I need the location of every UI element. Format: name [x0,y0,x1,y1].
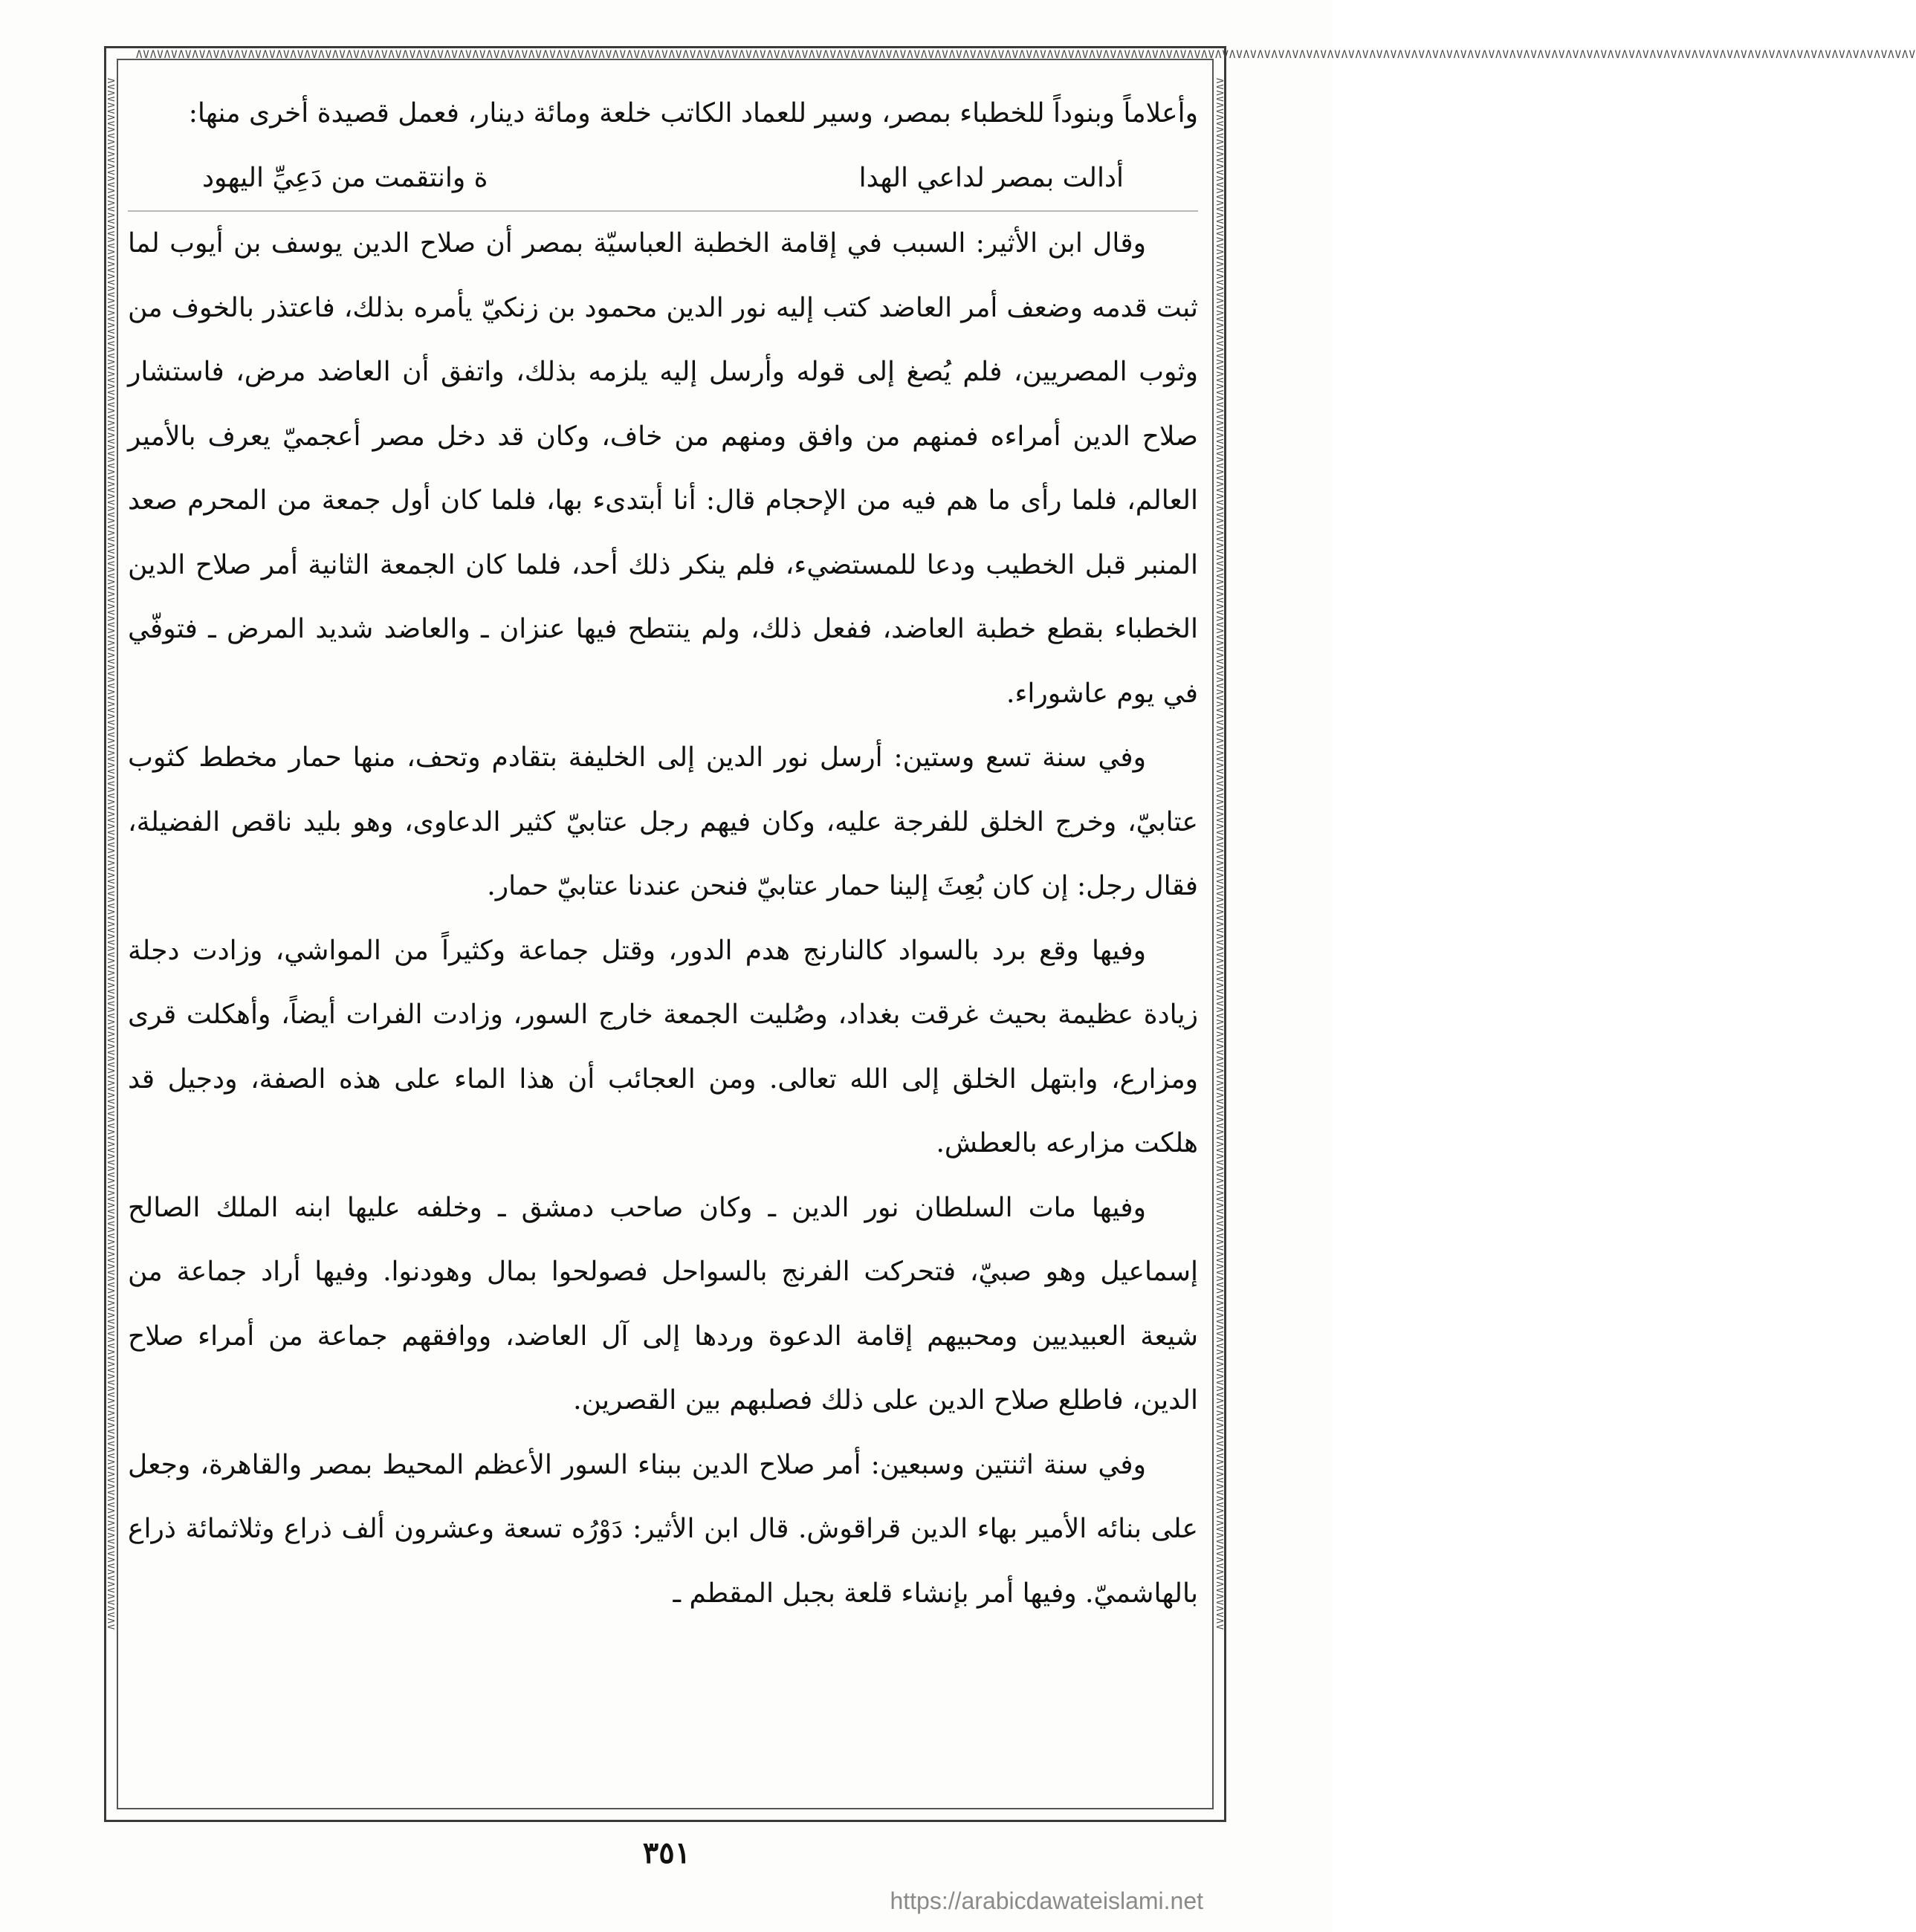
border-pattern-left: ΛVΛVΛVΛVΛVΛVΛVΛVΛVΛVΛVΛVΛVΛVΛVΛVΛVΛVΛVΛVΛVΛVΛVΛVΛVΛVΛVΛVΛVΛVΛVΛVΛVΛVΛVΛVΛVΛVΛVΛVΛVΛVΛVΛVΛVΛVΛVΛVΛVΛVΛVΛVΛVΛVΛVΛVΛVΛVΛVΛVΛVΛVΛVΛVΛVΛVΛVΛVΛVΛVΛVΛVΛVΛVΛVΛVΛVΛVΛVΛVΛVΛVΛVΛVΛVΛVΛVΛVΛVΛVΛVΛVΛVΛVΛVΛVΛVΛVΛVΛVΛVΛVΛVΛVΛVΛVΛVΛVΛVΛVΛVΛVΛVΛVΛVΛVΛVΛVΛVΛVΛVΛVΛVΛVΛVΛVΛV [106,78,116,1631]
page-number: ٣٥١ [642,1835,691,1870]
paragraph-intro: وأعلاماً وبنوداً للخطباء بمصر، وسير للعماد الكاتب خلعة ومائة دينار، فعمل قصيدة أخرى منها: [188,98,1198,129]
border-pattern-top: ΛVΛVΛVΛVΛVΛVΛVΛVΛVΛVΛVΛVΛVΛVΛVΛVΛVΛVΛVΛVΛVΛVΛVΛVΛVΛVΛVΛVΛVΛVΛVΛVΛVΛVΛVΛVΛVΛVΛVΛVΛVΛVΛVΛVΛVΛVΛVΛVΛVΛVΛVΛVΛVΛVΛVΛVΛVΛVΛVΛVΛVΛVΛVΛVΛVΛVΛVΛVΛVΛVΛVΛVΛVΛVΛVΛVΛVΛVΛVΛVΛVΛVΛVΛVΛVΛVΛVΛVΛVΛVΛVΛVΛVΛVΛVΛVΛVΛVΛVΛVΛVΛVΛVΛVΛVΛVΛVΛVΛVΛVΛVΛVΛVΛVΛVΛVΛVΛVΛVΛVΛVΛVΛVΛVΛVΛVΛV [136,49,1916,61]
paragraph-khutba: وقال ابن الأثير: السبب في إقامة الخطبة العباسيّة بمصر أن صلاح الدين يوسف بن أيوب لما ثبت قدمه وضعف أمر العاضد كتب إليه نور الدين محمود بن زنكيّ يأمره بذلك، فاعتذر بالخوف من وثوب المصريين، فلم يُصغ إلى قوله وأرسل إليه يلزمه بذلك، واتفق أن العاضد مرض، فاستشار صلاح الدين أمراءه فمنهم من وافق ومنهم من خاف، وكان قد دخل مصر أعجميّ يعرف بالأمير العالم، فلما رأى ما هم فيه من الإحجام قال: أنا أبتدىء بها، فلما كان أول جمعة من المحرم صعد المنبر قبل الخطيب ودعا للمستضيء، فلم ينكر ذلك أحد، فلما كان الجمعة الثانية أمر صلاح الدين الخطباء بقطع خطبة العاضد، ففعل ذلك، ولم ينتطح فيها عنزان ـ والعاضد شديد المرض ـ فتوفّي في يوم عاشوراء. [128,228,1198,709]
poem-verse [128,146,1198,211]
paragraph-nur-al-din-death: وفيها مات السلطان نور الدين ـ وكان صاحب دمشق ـ وخلفه عليها ابنه الملك الصالح إسماعيل وهو صبيّ، فتحركت الفرنج بالسواحل فصولحوا بمال وهودنوا. وفيها أراد جماعة من شيعة العبيديين ومحبيهم إقامة الدعوة وردها إلى آل العاضد، ووافقهم جماعة من أمراء صلاح الدين، فاطلع صلاح الدين على ذلك فصلبهم بين القصرين. [128,1192,1198,1416]
paragraph-hail-flood: وفيها وقع برد بالسواد كالنارنج هدم الدور، وقتل جماعة وكثيراً من المواشي، وزادت دجلة زيادة عظيمة بحيث غرقت بغداد، وصُليت الجمعة خارج السور، وزادت الفرات أيضاً، وأهكلت قرى ومزارع، وابتهل الخلق إلى الله تعالى. ومن العجائب أن هذا الماء على هذه الصفة، ودجيل قد هلكت مزارعه بالعطش. [128,935,1198,1158]
verse-second-hemistich: ة وانتقمت من دَعِيِّ اليهود [202,162,488,193]
watermark-url: https://arabicdawateislami.net [890,1887,1203,1914]
main-text [128,82,1198,1626]
paragraph-year-72: وفي سنة اثنتين وسبعين: أمر صلاح الدين ببناء السور الأعظم المحيط بمصر والقاهرة، وجعل على بنائه الأمير بهاء الدين قراقوش. قال ابن الأثير: دَوْرُه تسعة وعشرون ألف ذراع وثلاثمائة ذراع بالهاشميّ. وفيها أمر بإنشاء قلعة بجبل المقطم ـ [128,1449,1198,1609]
paragraph-year-69: وفي سنة تسع وستين: أرسل نور الدين إلى الخليفة بتقادم وتحف، منها حمار مخطط كثوب عتابيّ، وخرج الخلق للفرجة عليه، وكان فيهم رجل عتابيّ كثير الدعاوى، وهو بليد ناقص الفضيلة، فقال رجل: إن كان بُعِثَ إلينا حمار عتابيّ فنحن عندنا عتابيّ حمار. [128,742,1198,901]
border-pattern-right: ΛVΛVΛVΛVΛVΛVΛVΛVΛVΛVΛVΛVΛVΛVΛVΛVΛVΛVΛVΛVΛVΛVΛVΛVΛVΛVΛVΛVΛVΛVΛVΛVΛVΛVΛVΛVΛVΛVΛVΛVΛVΛVΛVΛVΛVΛVΛVΛVΛVΛVΛVΛVΛVΛVΛVΛVΛVΛVΛVΛVΛVΛVΛVΛVΛVΛVΛVΛVΛVΛVΛVΛVΛVΛVΛVΛVΛVΛVΛVΛVΛVΛVΛVΛVΛVΛVΛVΛVΛVΛVΛVΛVΛVΛVΛVΛVΛVΛVΛVΛVΛVΛVΛVΛVΛVΛVΛVΛVΛVΛVΛVΛVΛVΛVΛVΛVΛVΛVΛVΛVΛVΛVΛVΛVΛVΛVΛV [1214,78,1225,1631]
verse-first-hemistich: أدالت بمصر لداعي الهدا [858,162,1124,193]
